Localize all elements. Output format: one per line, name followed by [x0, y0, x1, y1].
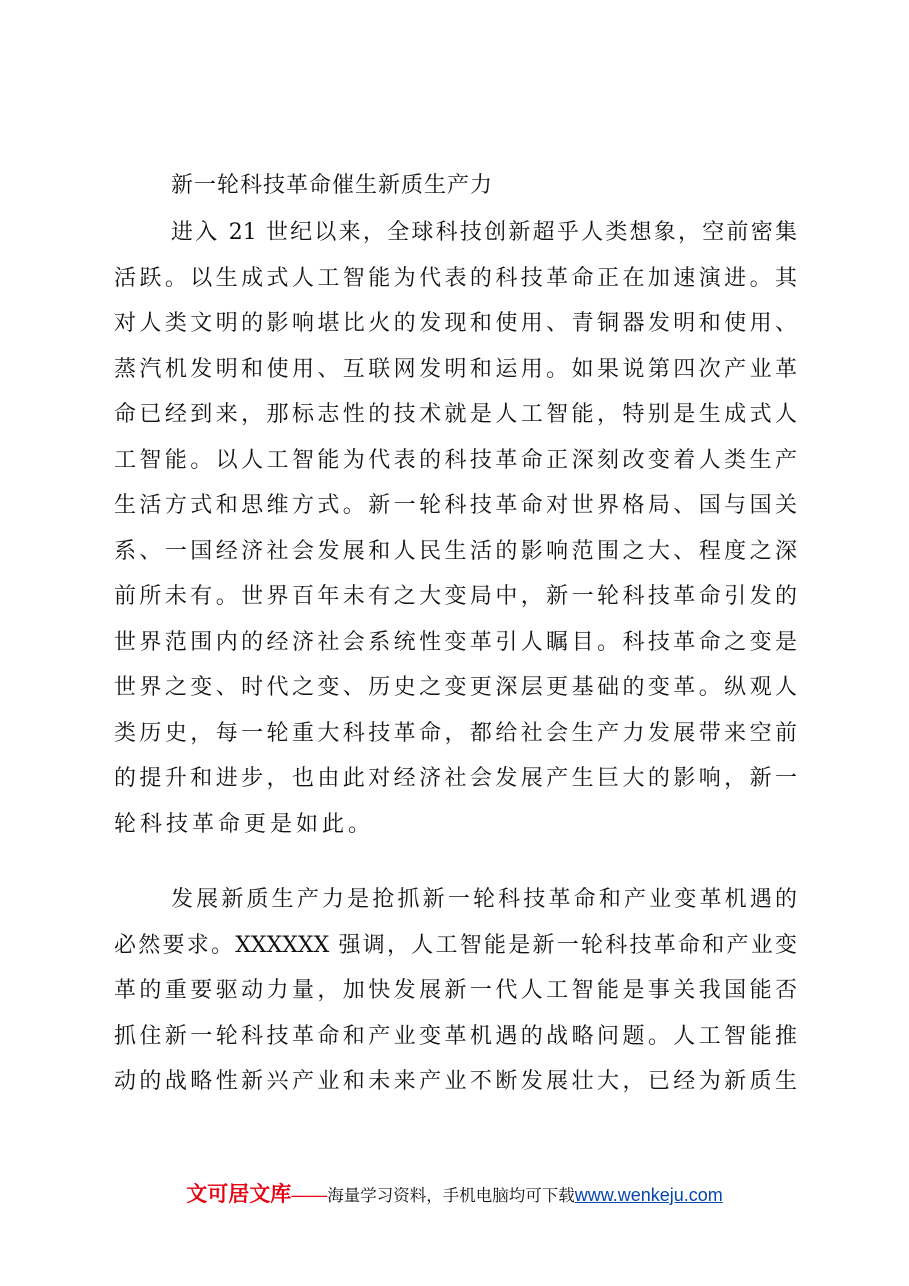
paragraph-line: 类历史，每一轮重大科技革命，都给社会生产力发展带来空前: [114, 720, 797, 746]
paragraph-line: 活跃。以生成式人工智能为代表的科技革命正在加速演进。其: [114, 265, 797, 291]
paragraph-line: 世界之变、时代之变、历史之变更深层更基础的变革。纵观人: [114, 675, 797, 700]
footer-dash: ——: [291, 1185, 328, 1205]
paragraph-line: 蒸汽机发明和使用、互联网发明和运用。如果说第四次产业革: [114, 356, 797, 382]
footer-brand: 文可居文库: [186, 1183, 292, 1206]
paragraph-line: 系、一国经济社会发展和人民生活的影响范围之大、程度之深: [114, 538, 797, 564]
paragraph-line: 工智能。以人工智能为代表的科技革命正深刻改变着人类生产: [114, 447, 797, 473]
paragraph-line: 命已经到来，那标志性的技术就是人工智能，特别是生成式人: [114, 402, 797, 427]
paragraph-line: 抓住新一轮科技革命和产业变革机遇的战略问题。人工智能推: [114, 1023, 797, 1049]
paragraph-line: 轮科技革命更是如此。: [114, 811, 375, 837]
paragraph-line: 革的重要驱动力量，加快发展新一代人工智能是事关我国能否: [114, 978, 797, 1003]
paragraph-1: [114, 210, 797, 847]
footer-banner: [0, 1178, 909, 1208]
paragraph-line: 的提升和进步，也由此对经济社会发展产生巨大的影响，新一: [114, 766, 797, 791]
footer-slogan: 海量学习资料，手机电脑均可下载: [327, 1187, 575, 1205]
paragraph-line: 动的战略性新兴产业和未来产业不断发展壮大，已经为新质生: [114, 1069, 797, 1094]
paragraph-line: 进入 21 世纪以来，全球科技创新超乎人类想象，空前密集: [171, 220, 797, 245]
paragraph-line: 必然要求。XXXXXX 强调，人工智能是新一轮科技革命和产业变: [114, 932, 797, 958]
paragraph-line: 世界范围内的经济社会系统性变革引人瞩目。科技革命之变是: [114, 629, 797, 655]
paragraph-line: 前所未有。世界百年未有之大变局中，新一轮科技革命引发的: [114, 584, 797, 609]
paragraph-line: 发展新质生产力是抢抓新一轮科技革命和产业变革机遇的: [171, 887, 797, 912]
paragraph-2: [114, 877, 797, 1105]
document-title: 新一轮科技革命催生新质生产力: [171, 173, 494, 198]
footer-link[interactable]: www.wenkeju.com: [574, 1185, 723, 1205]
paragraph-line: 对人类文明的影响堪比火的发现和使用、青铜器发明和使用、: [114, 311, 797, 336]
paragraph-line: 生活方式和思维方式。新一轮科技革命对世界格局、国与国关: [114, 493, 797, 518]
